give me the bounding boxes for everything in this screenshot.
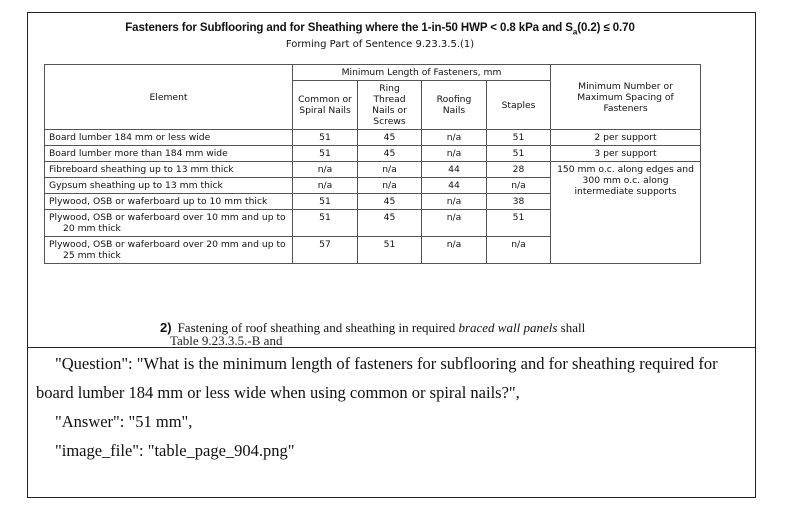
header-spacing: Minimum Number or Maximum Spacing of Fasteners	[551, 65, 701, 130]
qa-answer: "Answer": "51 mm",	[55, 412, 193, 431]
cell-roofing: 44	[422, 178, 487, 194]
header-roofing-nails: Roofing Nails	[422, 81, 487, 130]
header-common-nails: Common or Spiral Nails	[293, 81, 358, 130]
cell-common: 57	[293, 237, 358, 264]
cell-staples: 38	[487, 194, 551, 210]
cell-staples: n/a	[487, 178, 551, 194]
header-element: Element	[45, 65, 293, 130]
cell-staples: 51	[487, 210, 551, 237]
cell-element-line1: Plywood, OSB or waferboard over 10 mm and up to	[49, 212, 286, 223]
qa-image-file: "image_file": "table_page_904.png"	[55, 441, 295, 460]
cell-roofing: n/a	[422, 194, 487, 210]
cell-staples: 51	[487, 146, 551, 162]
cell-element	[45, 237, 293, 264]
cell-element-line2: 20 mm thick	[63, 223, 121, 234]
table-row	[45, 130, 701, 146]
cell-common: 51	[293, 130, 358, 146]
cell-ring: 45	[358, 194, 422, 210]
cell-element-line1: Plywood, OSB or waferboard over 20 mm and up to	[49, 239, 286, 250]
cell-common: 51	[293, 146, 358, 162]
cell-element-line2: 25 mm thick	[63, 250, 121, 261]
cell-common: n/a	[293, 178, 358, 194]
paragraph-2: 2) Fastening of roof sheathing and sheathing in required braced wall panels shall	[160, 320, 586, 335]
cell-roofing: 44	[422, 162, 487, 178]
cell-ring: 45	[358, 146, 422, 162]
cell-ring: 51	[358, 237, 422, 264]
cell-element: Fibreboard sheathing up to 13 mm thick	[45, 162, 293, 178]
cell-ring: 45	[358, 130, 422, 146]
cell-ring: n/a	[358, 178, 422, 194]
cell-element: Plywood, OSB or waferboard up to 10 mm thick	[45, 194, 293, 210]
cell-spacing: 3 per support	[551, 146, 701, 162]
table-subtitle: Forming Part of Sentence 9.23.3.5.(1)	[285, 39, 475, 50]
table-row	[45, 146, 701, 162]
qa-question-line2: board lumber 184 mm or less wide when using common or spiral nails?",	[36, 383, 520, 402]
section-divider	[27, 347, 756, 348]
cell-element	[45, 210, 293, 237]
cell-roofing: n/a	[422, 146, 487, 162]
cell-ring: 45	[358, 210, 422, 237]
header-ring-thread: Ring Thread Nails or Screws	[358, 81, 422, 130]
table-row	[45, 162, 701, 178]
table-title: Fasteners for Subflooring and for Sheathing where the 1-in-50 HWP < 0.8 kPa and $S_a(0.2) \le 0.70$	[125, 22, 635, 37]
cell-ring: n/a	[358, 162, 422, 178]
cell-roofing: n/a	[422, 130, 487, 146]
cell-staples: 51	[487, 130, 551, 146]
cell-roofing: n/a	[422, 237, 487, 264]
cell-staples: 28	[487, 162, 551, 178]
cell-element: Gypsum sheathing up to 13 mm thick	[45, 178, 293, 194]
paragraph-clipped-line: Table 9.23.3.5.-B and	[170, 336, 283, 346]
header-min-length-group: Minimum Length of Fasteners, mm	[293, 65, 551, 81]
paragraph-number: 2)	[160, 320, 172, 335]
cell-spacing-merged: 150 mm o.c. along edges and 300 mm o.c. along intermediate supports	[551, 162, 701, 264]
cell-roofing: n/a	[422, 210, 487, 237]
header-staples: Staples	[487, 81, 551, 130]
cell-spacing: 2 per support	[551, 130, 701, 146]
cell-staples: n/a	[487, 237, 551, 264]
qa-question-line1: "Question": "What is the minimum length of fasteners for subflooring and for sheathing required for	[55, 354, 718, 373]
fasteners-table	[44, 64, 701, 264]
cell-common: 51	[293, 194, 358, 210]
cell-common: 51	[293, 210, 358, 237]
cell-element: Board lumber 184 mm or less wide	[45, 130, 293, 146]
cell-element: Board lumber more than 184 mm wide	[45, 146, 293, 162]
cell-common: n/a	[293, 162, 358, 178]
